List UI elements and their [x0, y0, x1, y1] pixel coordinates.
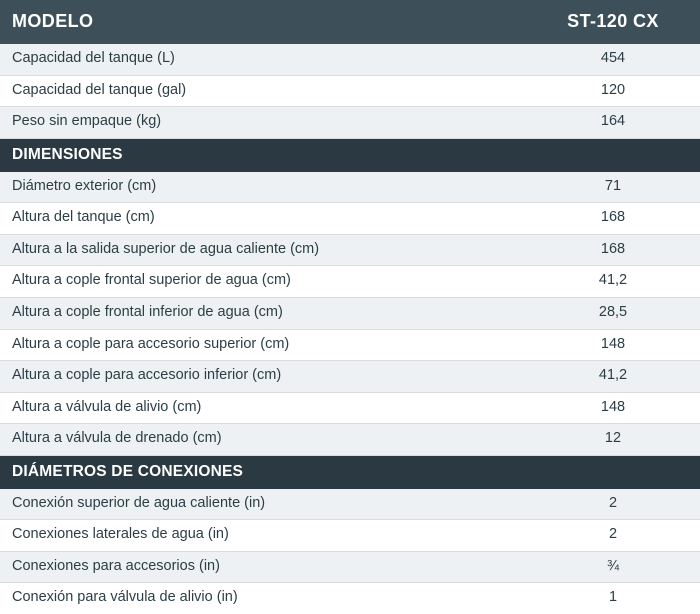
table-row: [0, 489, 700, 520]
table-row: [0, 107, 700, 139]
table-header-model-value: ST-120 CX: [567, 11, 659, 31]
table-row-value: ¾: [540, 551, 700, 583]
table-row-label: Altura a cople frontal inferior de agua (cm): [0, 297, 540, 329]
table-row: [0, 329, 700, 361]
table-row-value: 28,5: [540, 297, 700, 329]
table-row-label: Conexiones laterales de agua (in): [0, 520, 540, 552]
table-row-label: Altura a cople frontal superior de agua (cm): [0, 266, 540, 298]
table-row-label: Diámetro exterior (cm): [0, 172, 540, 203]
table-row: [0, 424, 700, 456]
table-row-value: 168: [540, 203, 700, 235]
table-row-value: 2: [540, 489, 700, 520]
table-row-value: 1: [608, 589, 618, 606]
table-section-row: [0, 455, 700, 489]
table-row-label: Altura a válvula de alivio (cm): [0, 392, 540, 424]
table-row-value: 148: [540, 392, 700, 424]
table-header-label: MODELO: [12, 11, 94, 31]
table-row-label: Altura a la salida superior de agua caliente (cm): [0, 234, 540, 266]
table-row-label: Conexión superior de agua caliente (in): [0, 489, 540, 520]
table-row-label: Capacidad del tanque (gal): [0, 75, 540, 107]
table-row-value: 454: [540, 44, 700, 75]
table-row-label: Capacidad del tanque (L): [0, 44, 540, 75]
table-row-value: 41,2: [540, 361, 700, 393]
table-row-label: Altura a cople para accesorio superior (cm): [0, 329, 540, 361]
table-row-value: 41,2: [540, 266, 700, 298]
table-section-label: DIÁMETROS DE CONEXIONES: [12, 462, 244, 480]
table-row-value: 120: [540, 75, 700, 107]
table-header-row: [0, 0, 700, 44]
table-row: [0, 172, 700, 203]
table-row-value: 164: [540, 107, 700, 139]
table-section-row: [0, 138, 700, 172]
table-row-label: Conexión para válvula de alivio (in): [12, 589, 238, 606]
table-row: [0, 297, 700, 329]
table-row: [0, 361, 700, 393]
table-row: [0, 75, 700, 107]
table-row-label: Peso sin empaque (kg): [0, 107, 540, 139]
table-row: [0, 44, 700, 75]
table-row-label: Altura del tanque (cm): [0, 203, 540, 235]
table-row: [0, 520, 700, 552]
table-row-value: 148: [540, 329, 700, 361]
table-row-value: 12: [540, 424, 700, 456]
table-row-label: Altura a válvula de drenado (cm): [0, 424, 540, 456]
table-row: [0, 551, 700, 583]
table-section-label: DIMENSIONES: [12, 145, 123, 163]
table-row-value: 71: [540, 172, 700, 203]
table-row: [0, 203, 700, 235]
table-row-value: 168: [540, 234, 700, 266]
table-row: [0, 234, 700, 266]
table-row: [0, 266, 700, 298]
table-row-label: Conexiones para accesorios (in): [0, 551, 540, 583]
table-row: [0, 392, 700, 424]
table-row-label: Altura a cople para accesorio inferior (cm): [0, 361, 540, 393]
table-row-value: 2: [540, 520, 700, 552]
table-row: [0, 583, 700, 614]
